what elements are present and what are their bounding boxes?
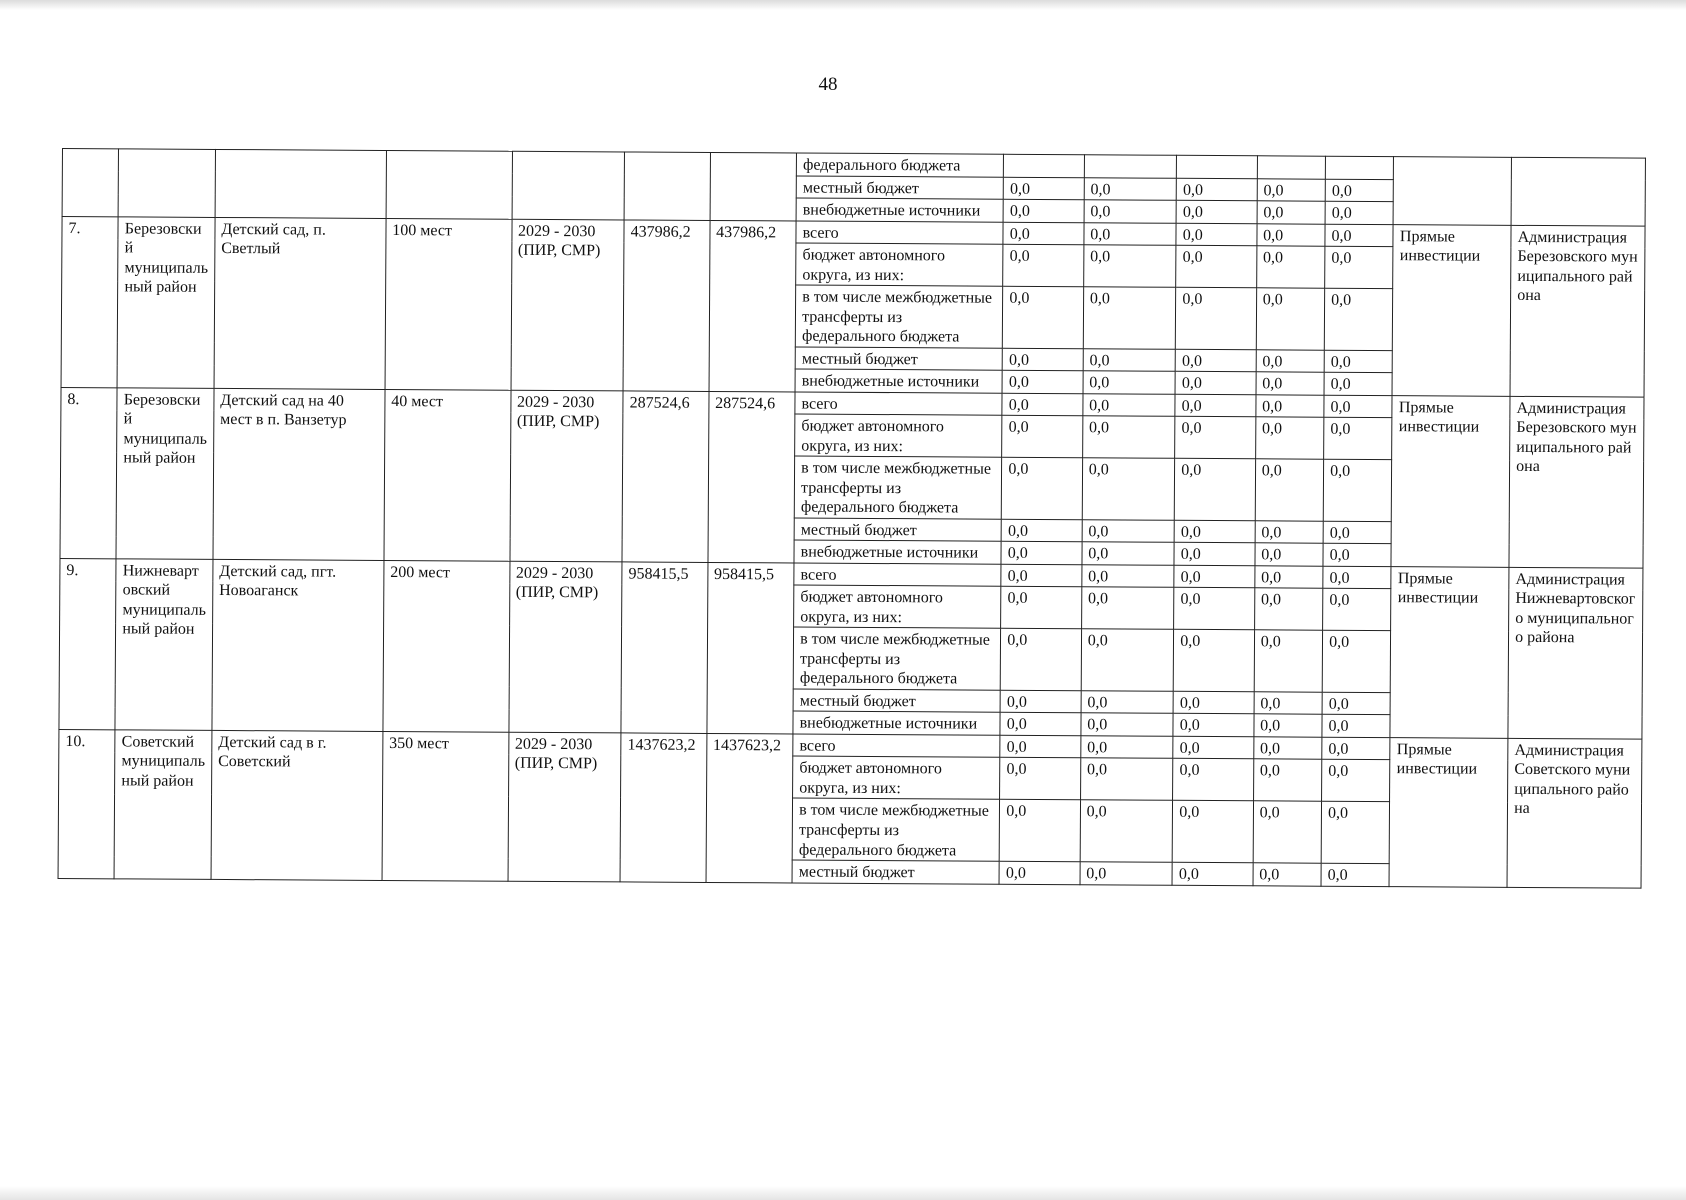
investment-mechanism-cell: Прямые инвестиции (1389, 738, 1508, 887)
funding-value-cell: 0,0 (999, 861, 1080, 884)
funding-source-label: местный бюджет (795, 347, 1002, 371)
funding-value-cell: 0,0 (1322, 631, 1391, 693)
funding-value-cell: 0,0 (1325, 179, 1394, 202)
district-cell: Советский муниципальный район (114, 730, 211, 879)
funding-source-label: внебюджетные источники (796, 198, 1003, 222)
funding-value-cell: 0,0 (1084, 177, 1177, 200)
funding-value-cell: 0,0 (1175, 459, 1256, 521)
funding-source-label: бюджет автономного округа, из них: (796, 243, 1003, 286)
funding-value-cell: 0,0 (1173, 759, 1254, 802)
funding-value-cell (1084, 155, 1177, 178)
funding-value-cell: 0,0 (1002, 393, 1083, 416)
funding-value-cell: 0,0 (1001, 587, 1082, 630)
funding-value-cell: 0,0 (1324, 417, 1393, 459)
period-cell: 2029 - 2030 (ПИР, СМР) (511, 219, 625, 391)
funding-value-cell: 0,0 (1080, 862, 1173, 885)
funding-value-cell: 0,0 (1322, 692, 1391, 715)
funding-source-label: всего (794, 563, 1001, 587)
remaining-cost-cell: 958415,5 (707, 562, 795, 734)
investment-mechanism-cell: Прямые инвестиции (1390, 566, 1509, 738)
district-cell: Березовский муниципальный район (116, 388, 214, 560)
funding-value-cell: 0,0 (1323, 521, 1392, 544)
object-name-cell: Детский сад на 40 мест в п. Ванзетур (213, 388, 385, 560)
funding-value-cell: 0,0 (1325, 246, 1394, 288)
funding-value-cell: 0,0 (1174, 588, 1255, 631)
funding-value-cell: 0,0 (1176, 223, 1257, 246)
funding-source-label: внебюджетные источники (795, 369, 1002, 393)
funding-value-cell: 0,0 (1322, 715, 1391, 738)
funding-value-cell: 0,0 (1174, 543, 1255, 566)
funding-value-cell: 0,0 (1083, 393, 1176, 416)
funding-value-cell: 0,0 (1257, 223, 1326, 246)
funding-value-cell: 0,0 (1083, 348, 1176, 371)
funding-source-label: всего (795, 392, 1002, 416)
funding-value-cell: 0,0 (1253, 759, 1322, 801)
object-name-cell: Детский сад, пгт. Новоаганск (212, 559, 384, 731)
customer-cell: Администрация Березовского муниципального района (1509, 396, 1644, 568)
funding-value-cell: 0,0 (1082, 542, 1175, 565)
funding-value-cell: 0,0 (1175, 394, 1256, 417)
funding-value-cell: 0,0 (1174, 565, 1255, 588)
estimated-cost-cell: 958415,5 (621, 562, 708, 734)
continuation-period-cell (512, 151, 625, 219)
funding-source-label: местный бюджет (794, 518, 1001, 542)
funding-value-cell: 0,0 (1322, 737, 1391, 760)
customer-cell: Администрация Советского муниципального района (1507, 738, 1642, 887)
funding-value-cell: 0,0 (1003, 286, 1084, 348)
row-number-cell: 9. (59, 558, 116, 729)
remaining-cost-cell: 287524,6 (708, 391, 796, 563)
funding-value-cell: 0,0 (1254, 588, 1323, 630)
continuation-capacity-cell (386, 150, 512, 218)
period-cell: 2029 - 2030 (ПИР, СМР) (510, 390, 624, 562)
funding-source-label: местный бюджет (793, 689, 1000, 713)
object-name-cell: Детский сад, п. Светлый (214, 217, 386, 389)
funding-value-cell: 0,0 (1082, 565, 1175, 588)
funding-source-label: федерального бюджета (796, 153, 1003, 177)
funding-value-cell: 0,0 (1176, 287, 1257, 349)
funding-value-cell: 0,0 (1257, 201, 1326, 224)
funding-value-cell: 0,0 (1255, 459, 1324, 521)
funding-source-label: местный бюджет (792, 860, 999, 884)
funding-value-cell: 0,0 (1001, 629, 1082, 691)
funding-value-cell: 0,0 (1084, 200, 1177, 223)
funding-source-label: бюджет автономного округа, из них: (793, 756, 1000, 799)
funding-value-cell: 0,0 (1172, 801, 1253, 863)
continuation-district-cell (118, 149, 215, 217)
funding-value-cell: 0,0 (1080, 758, 1173, 801)
funding-value-cell: 0,0 (1002, 348, 1083, 371)
funding-value-cell: 0,0 (1255, 521, 1324, 544)
continuation-object-cell (215, 149, 386, 218)
funding-value-cell: 0,0 (1175, 416, 1256, 459)
funding-value-cell: 0,0 (1256, 372, 1325, 395)
funding-value-cell: 0,0 (1255, 566, 1324, 589)
funding-value-cell: 0,0 (1321, 802, 1390, 864)
funding-value-cell: 0,0 (1173, 630, 1254, 692)
district-cell: Нижневартовский муниципальный район (115, 559, 213, 731)
funding-value-cell: 0,0 (1083, 371, 1176, 394)
customer-cell: Администрация Нижневартовского муниципального района (1508, 567, 1643, 739)
funding-source-label: в том числе межбюджетные трансферты из федерального бюджета (792, 798, 1000, 861)
funding-value-cell: 0,0 (1003, 222, 1084, 245)
funding-value-cell: 0,0 (1174, 520, 1255, 543)
period-cell: 2029 - 2030 (ПИР, СМР) (508, 561, 622, 733)
funding-value-cell: 0,0 (1176, 200, 1257, 223)
scan-edge-bottom (0, 1186, 1686, 1200)
continuation-cost1-cell (624, 152, 710, 220)
row-number-cell: 8. (60, 387, 117, 558)
funding-value-cell: 0,0 (1323, 589, 1392, 631)
funding-value-cell: 0,0 (1323, 459, 1392, 521)
capacity-cell: 350 мест (382, 731, 509, 880)
funding-value-cell: 0,0 (1001, 542, 1082, 565)
funding-value-cell: 0,0 (1325, 201, 1394, 224)
funding-value-cell: 0,0 (1080, 800, 1173, 862)
continuation-customer-cell (1511, 157, 1645, 225)
funding-value-cell: 0,0 (1081, 629, 1174, 691)
period-cell: 2029 - 2030 (ПИР, СМР) (508, 732, 622, 881)
estimated-cost-cell: 287524,6 (622, 391, 709, 563)
funding-value-cell: 0,0 (1325, 224, 1394, 247)
funding-value-cell: 0,0 (1175, 349, 1256, 372)
funding-value-cell (1325, 156, 1394, 179)
remaining-cost-cell: 437986,2 (709, 220, 797, 392)
funding-value-cell: 0,0 (1254, 737, 1323, 760)
funding-value-cell: 0,0 (1173, 736, 1254, 759)
page-number: 48 (818, 74, 838, 95)
funding-value-cell: 0,0 (1324, 288, 1393, 350)
funding-value-cell: 0,0 (1257, 178, 1326, 201)
funding-value-cell (1257, 156, 1326, 179)
funding-value-cell: 0,0 (1324, 350, 1393, 373)
funding-value-cell: 0,0 (1256, 246, 1325, 288)
funding-value-cell: 0,0 (1004, 177, 1085, 200)
funding-source-label: всего (796, 221, 1003, 245)
funding-value-cell: 0,0 (1256, 288, 1325, 350)
funding-source-label: в том числе межбюджетные трансферты из федерального бюджета (793, 627, 1001, 690)
funding-source-label: в том числе межбюджетные трансферты из федерального бюджета (794, 456, 1002, 519)
capacity-cell: 100 мест (385, 218, 512, 390)
funding-value-cell: 0,0 (1083, 245, 1176, 288)
funding-value-cell: 0,0 (1000, 735, 1081, 758)
funding-value-cell: 0,0 (1172, 862, 1253, 885)
funding-value-cell: 0,0 (1003, 244, 1084, 287)
funding-value-cell: 0,0 (1255, 543, 1324, 566)
capacity-cell: 200 мест (383, 560, 510, 732)
continuation-number-cell (62, 149, 119, 217)
funding-value-cell: 0,0 (1173, 691, 1254, 714)
funding-value-cell (1177, 155, 1258, 178)
funding-source-label: местный бюджет (796, 176, 1003, 200)
funding-value-cell: 0,0 (1321, 863, 1390, 886)
funding-value-cell: 0,0 (1323, 566, 1392, 589)
funding-value-cell: 0,0 (1323, 543, 1392, 566)
funding-value-cell (1004, 154, 1085, 177)
funding-value-cell: 0,0 (1256, 349, 1325, 372)
funding-value-cell: 0,0 (1175, 371, 1256, 394)
object-name-cell: Детский сад в г. Советский (211, 730, 383, 880)
continuation-cost2-cell (710, 152, 797, 220)
funding-value-cell: 0,0 (1003, 199, 1084, 222)
funding-value-cell: 0,0 (1322, 760, 1391, 802)
scan-edge-top (0, 0, 1686, 10)
funding-value-cell: 0,0 (1082, 416, 1175, 459)
funding-source-label: в том числе межбюджетные трансферты из федерального бюджета (795, 285, 1003, 348)
district-cell: Березовский муниципальный район (117, 216, 215, 388)
funding-value-cell: 0,0 (1255, 417, 1324, 459)
investment-mechanism-cell: Прямые инвестиции (1392, 224, 1511, 396)
funding-value-cell: 0,0 (1254, 714, 1323, 737)
remaining-cost-cell: 1437623,2 (706, 733, 793, 882)
funding-value-cell: 0,0 (1176, 178, 1257, 201)
funding-value-cell: 0,0 (1324, 395, 1393, 418)
funding-value-cell: 0,0 (999, 800, 1080, 862)
funding-source-label: всего (793, 734, 1000, 758)
funding-value-cell: 0,0 (1324, 372, 1393, 395)
funding-source-label: бюджет автономного округа, из них: (795, 414, 1002, 457)
funding-value-cell: 0,0 (1001, 564, 1082, 587)
funding-source-label: внебюджетные источники (794, 540, 1001, 564)
estimated-cost-cell: 437986,2 (623, 219, 710, 391)
funding-value-cell: 0,0 (1084, 222, 1177, 245)
investment-mechanism-cell: Прямые инвестиции (1391, 395, 1510, 567)
funding-value-cell: 0,0 (1253, 801, 1322, 863)
funding-value-cell: 0,0 (1082, 520, 1175, 543)
estimated-cost-cell: 1437623,2 (620, 733, 706, 882)
funding-value-cell: 0,0 (1002, 457, 1083, 519)
funding-value-cell: 0,0 (1081, 691, 1174, 714)
funding-source-label: внебюджетные источники (793, 711, 1000, 735)
investment-table (58, 148, 1646, 888)
funding-value-cell: 0,0 (1256, 394, 1325, 417)
funding-value-cell: 0,0 (1000, 758, 1081, 801)
funding-value-cell: 0,0 (1081, 736, 1174, 759)
funding-value-cell: 0,0 (1254, 630, 1323, 692)
funding-value-cell: 0,0 (1082, 458, 1175, 520)
continuation-mechanism-cell (1394, 157, 1512, 225)
funding-value-cell: 0,0 (1081, 713, 1174, 736)
funding-value-cell: 0,0 (1083, 287, 1176, 349)
funding-value-cell: 0,0 (1002, 415, 1083, 458)
funding-value-cell: 0,0 (1173, 714, 1254, 737)
table-body (58, 149, 1645, 888)
row-number-cell: 7. (61, 216, 118, 387)
funding-value-cell: 0,0 (1253, 863, 1322, 886)
customer-cell: Администрация Березовского муниципального района (1510, 225, 1645, 397)
capacity-cell: 40 мест (384, 389, 511, 561)
funding-value-cell: 0,0 (1002, 370, 1083, 393)
funding-source-label: бюджет автономного округа, из них: (794, 585, 1001, 628)
funding-value-cell: 0,0 (1000, 690, 1081, 713)
funding-value-cell: 0,0 (1254, 692, 1323, 715)
funding-value-cell: 0,0 (1081, 587, 1174, 630)
row-number-cell: 10. (58, 729, 115, 878)
funding-value-cell: 0,0 (1176, 245, 1257, 288)
funding-value-cell: 0,0 (1000, 713, 1081, 736)
funding-value-cell: 0,0 (1001, 519, 1082, 542)
